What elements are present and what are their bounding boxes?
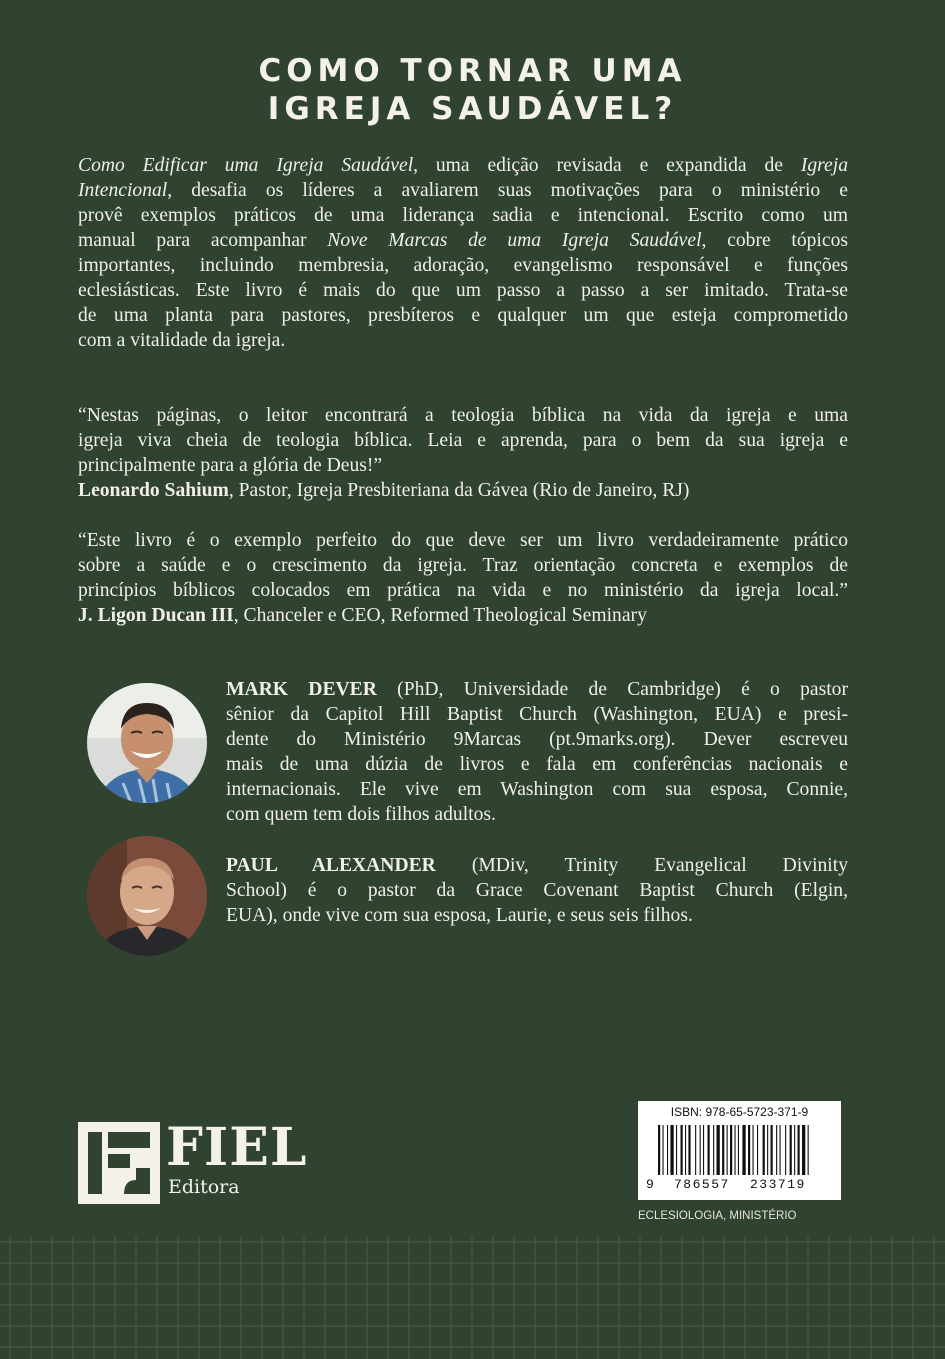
book-category: ECLESIOLOGIA, MINISTÉRIO <box>638 1210 797 1222</box>
synopsis-paragraph: Como Edificar uma Igreja Saudável, uma edição revisada e expandida de Igreja Intencional, desafia os líderes a avaliarem suas motivações para o ministério e provê exemplos práticos de uma liderança sadia e intencional. Escrito como um manual para acompanhar Nove Marcas de uma Igreja Saudável, cobre tópicos importantes, incluindo membresia, adoração, evangelismo responsável e funções eclesiásticas. Este livro é mais do que um passo a passo a ser imitado. Trata-se de uma planta para pastores, presbíteros e qualquer um que esteja comprometido com a vitalidade da igreja. <box>78 155 848 351</box>
barcode-digit-lead: 9 <box>646 1177 654 1192</box>
endorsement-quote-1: “Nestas páginas, o leitor encontrará a teologia bíblica na vida da igreja e uma igreja viva cheia de teologia bíblica. Leia e aprenda, para o bem da sua igreja e principalmente para a glória de Deus!” Leonardo Sahium, Pastor, Igreja Presbiteriana da Gávea (Rio de Janeiro, RJ) <box>78 405 848 501</box>
barcode-digits-left: 786557 <box>674 1177 730 1192</box>
decorative-grid-pattern <box>0 1236 945 1359</box>
author-photo-mark-dever <box>87 683 207 803</box>
title-line-1: COMO TORNAR UMA <box>258 53 687 89</box>
fiel-logo-mark-icon <box>78 1122 160 1204</box>
author-bio-paul-alexander: PAUL ALEXANDER (MDiv, Trinity Evangelical Divinity School) é o pastor da Grace Covenant Baptist Church (Elgin, EUA), onde vive com sua esposa, Laurie, e seus seis filhos. <box>226 855 848 926</box>
endorser-2: J. Ligon Ducan III, Chanceler e CEO, Reformed Theological Seminary <box>78 605 647 626</box>
endorser-1: Leonardo Sahium, Pastor, Igreja Presbiteriana da Gávea (Rio de Janeiro, RJ) <box>78 480 690 501</box>
isbn-barcode <box>638 1101 841 1200</box>
author-name: PAUL ALEXANDER <box>226 855 436 876</box>
author-name: MARK DEVER <box>226 679 377 700</box>
endorsement-quote-2: “Este livro é o exemplo perfeito do que deve ser um livro verdadeiramente prático sobre a saúde e o crescimento da igreja. Traz orientação concreta e exemplos de princípios bíblicos colocados em prática na vida e no ministério da igreja local.” J. Ligon Ducan III, Chanceler e CEO, Reformed Theological Seminary <box>78 530 848 626</box>
isbn-label: ISBN: 978-65-5723-371-9 <box>670 1105 809 1119</box>
barcode-digits-right: 233719 <box>750 1177 806 1192</box>
author-bio-mark-dever: MARK DEVER (PhD, Universidade de Cambridge) é o pastor sênior da Capitol Hill Baptist Church (Washington, EUA) e presi- dente do Ministério 9Marcas (pt.9marks.org). Dever escreveu mais de uma dúzia de livros e fala em conferências nacionais e internacionais. Ele vive em Washington com sua esposa, Connie, com quem tem dois filhos adultos. <box>226 679 848 825</box>
publisher-name: FIEL <box>166 1117 308 1178</box>
endorser-name: Leonardo Sahium <box>78 480 229 501</box>
back-cover-title <box>0 52 945 128</box>
author-photo-paul-alexander <box>87 836 207 956</box>
endorser-name: J. Ligon Ducan III <box>78 605 234 626</box>
book-title-italic: Como Edificar uma Igreja Saudável <box>78 155 414 176</box>
publisher-subtitle: Editora <box>168 1176 240 1198</box>
title-line-2: IGREJA SAUDÁVEL? <box>267 91 678 127</box>
